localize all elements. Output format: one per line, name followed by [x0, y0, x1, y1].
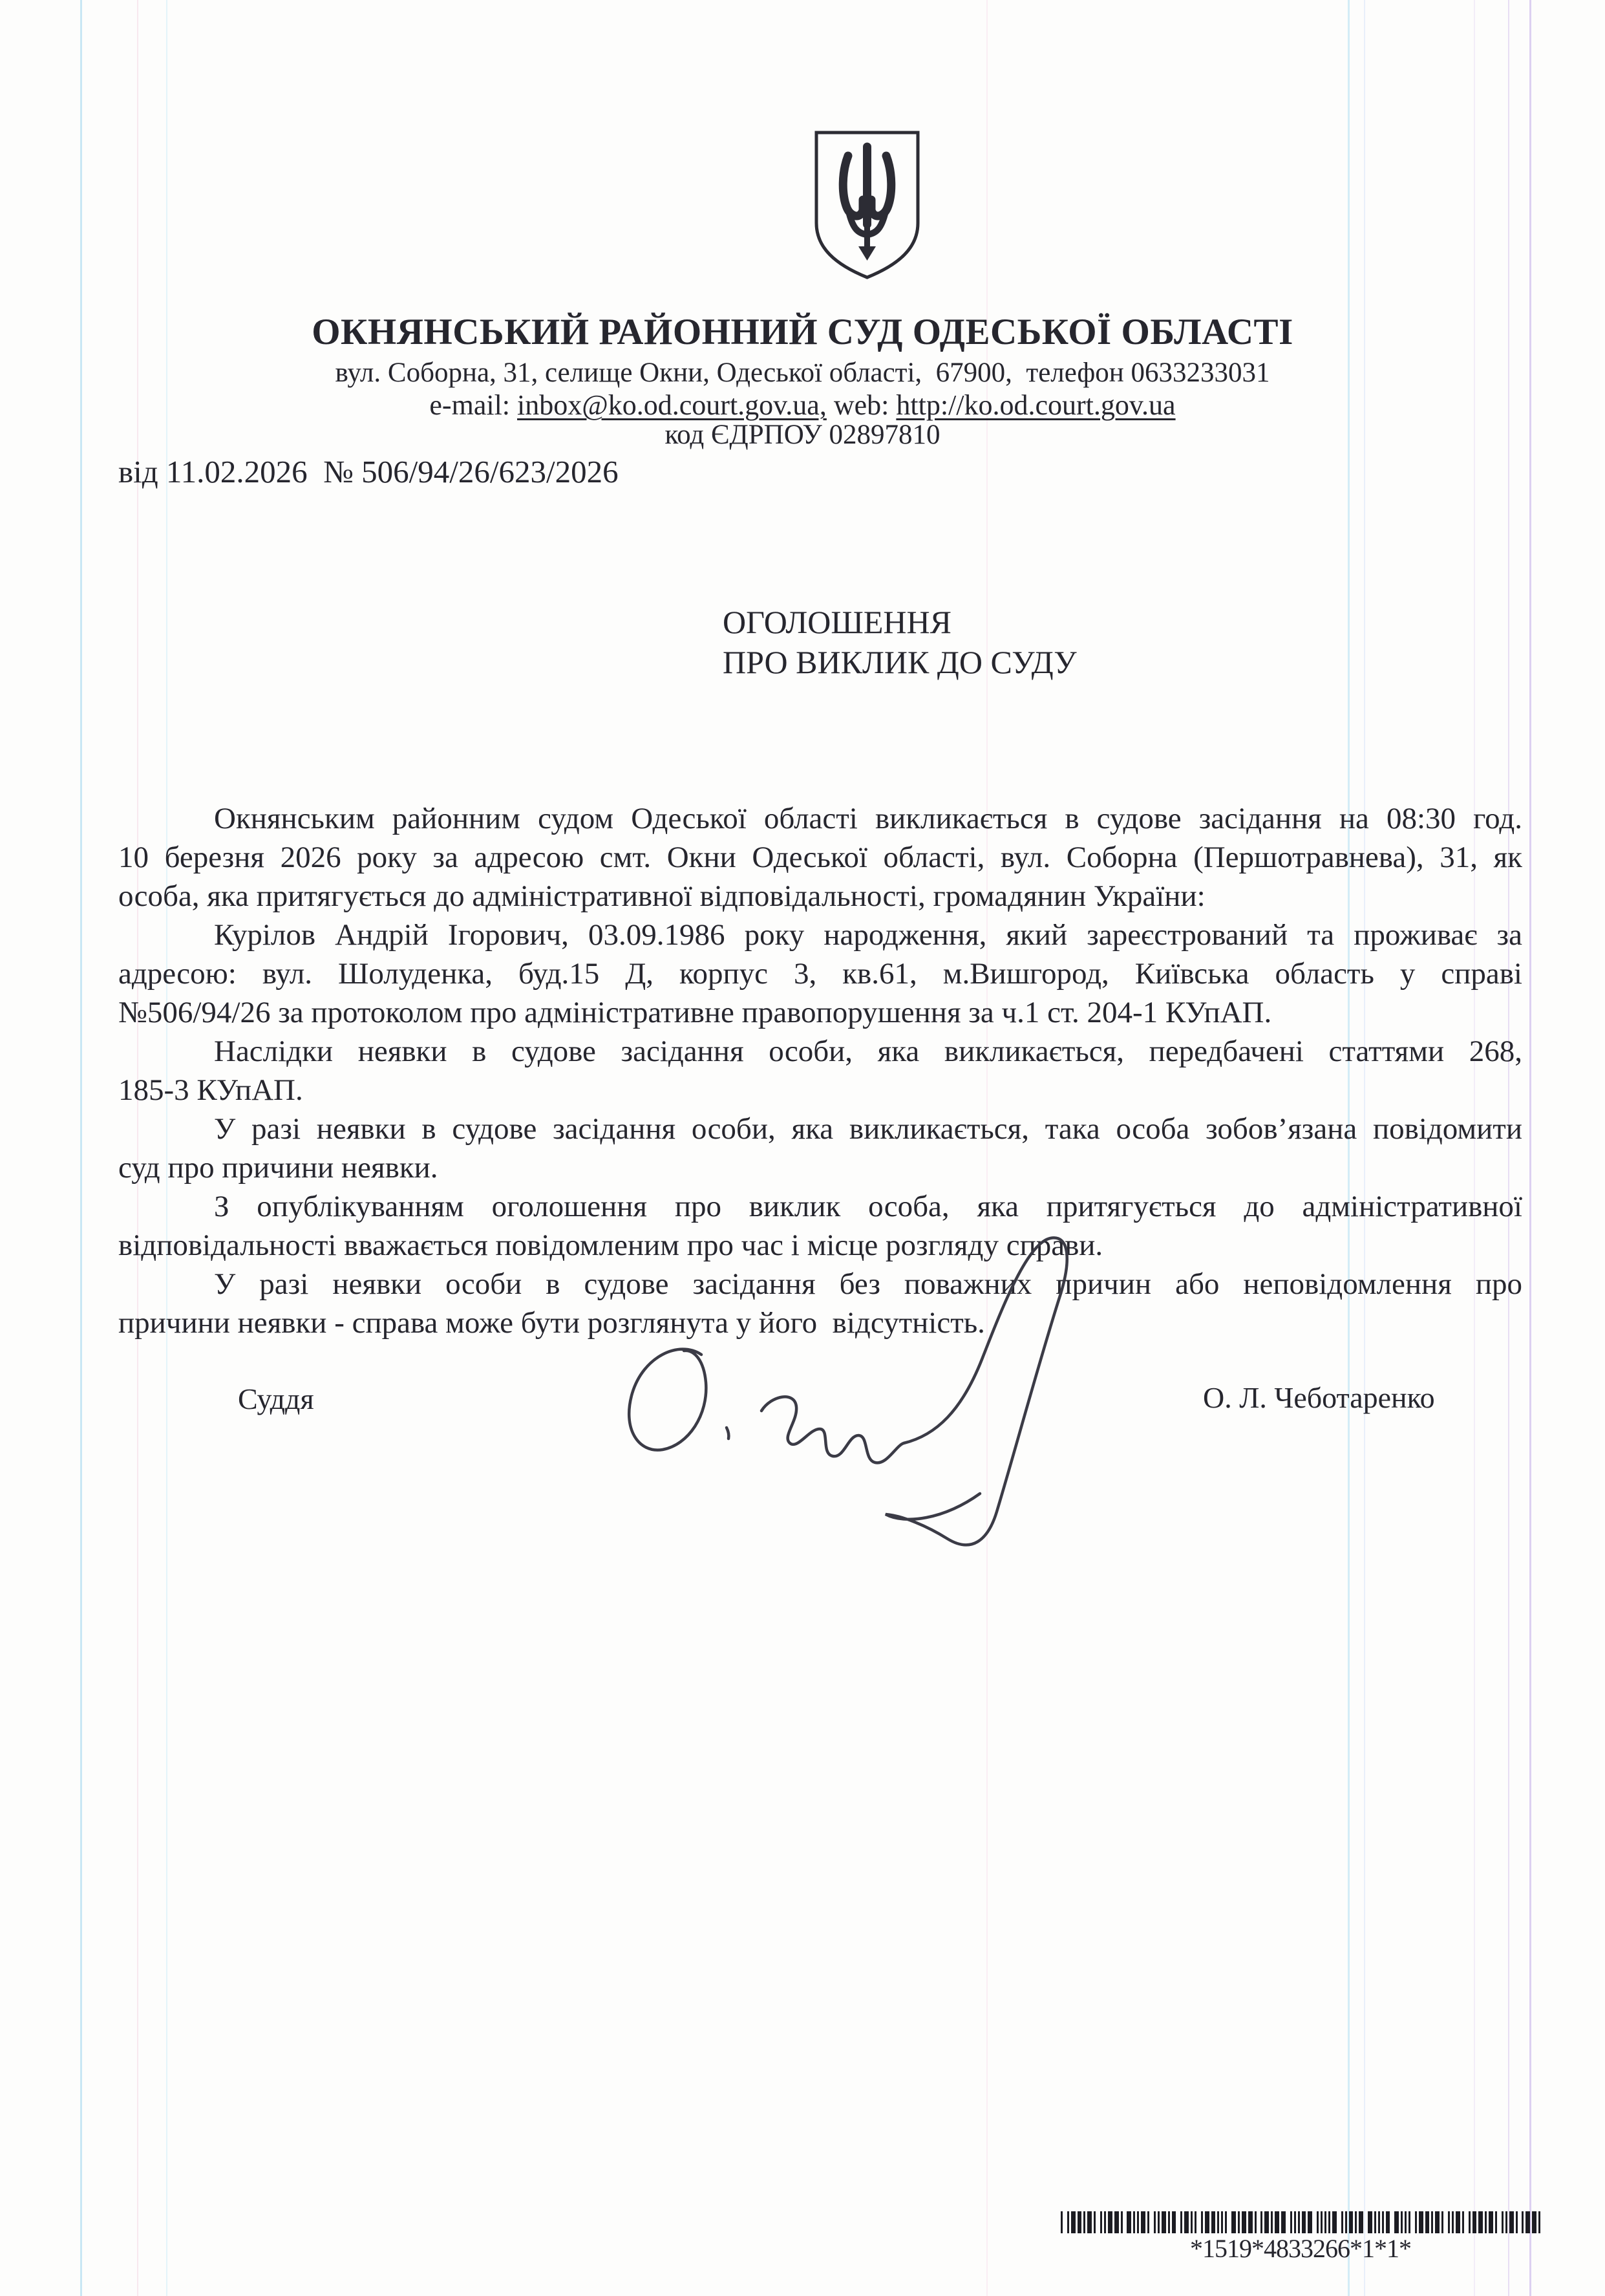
ukraine-trident-emblem-icon	[811, 127, 923, 283]
body-line: 185-3 КУпАП.	[118, 1073, 303, 1107]
barcode-text: *1519*4833266*1*1*	[1190, 2234, 1411, 2263]
barcode-block	[1061, 2211, 1540, 2263]
court-name: ОКНЯНСЬКИЙ РАЙОННИЙ СУД ОДЕСЬКОЇ ОБЛАСТІ	[312, 312, 1293, 352]
court-contacts	[0, 390, 1605, 421]
body-line: особа, яка притягується до адміністративної відповідальності, громадянин України:	[118, 879, 1206, 913]
email-link: inbox@ko.od.court.gov.ua,	[517, 389, 827, 421]
body-line: 10 березня 2026 року за адресою смт. Окни Одеської області, вул. Соборна (Першотравнева), 31, як	[118, 841, 1522, 874]
body-line: Наслідки неявки в судове засідання особи, яка викликається, передбачені статтями 268,	[214, 1035, 1522, 1068]
web-link: http://ko.od.court.gov.ua	[896, 389, 1176, 421]
document-body	[118, 799, 1522, 1342]
body-line: №506/94/26 за протоколом про адміністративне правопорушення за ч.1 ст. 204-1 КУпАП.	[118, 996, 1272, 1029]
body-line: Окнянським районним судом Одеської області викликається в судове засідання на 08:30 год.	[214, 802, 1522, 835]
body-line: суд про причини неявки.	[118, 1151, 438, 1185]
body-line: відповідальності вважається повідомленим про час і місце розгляду справи.	[118, 1228, 1103, 1262]
judge-label: Суддя	[238, 1382, 314, 1415]
body-line: У разі неявки особи в судове засідання без поважних причин або неповідомлення про	[214, 1267, 1522, 1301]
document-title-line2: ПРО ВИКЛИК ДО СУДУ	[723, 644, 1077, 680]
document-title-line1: ОГОЛОШЕННЯ	[723, 604, 951, 640]
court-address: вул. Соборна, 31, селище Окни, Одеської області, 67900, телефон 0633233031	[335, 358, 1270, 388]
body-line: адресою: вул. Шолуденка, буд.15 Д, корпус 3, кв.61, м.Вишгород, Київська область у справі	[118, 957, 1522, 991]
judge-name: О. Л. Чеботаренко	[1203, 1381, 1435, 1414]
document-title	[723, 602, 1077, 682]
web-label: web:	[826, 389, 897, 421]
email-label: e-mail:	[429, 389, 518, 421]
reference-number: від 11.02.2026 № 506/94/26/623/2026	[118, 454, 619, 489]
body-line: Курілов Андрій Ігорович, 03.09.1986 року народження, який зареєстрований та проживає за	[214, 918, 1522, 952]
body-line: причини неявки - справа може бути розглянута у його відсутність.	[118, 1306, 985, 1340]
edrpou-code: код ЄДРПОУ 02897810	[664, 420, 941, 450]
body-line: З опублікуванням оголошення про виклик особа, яка притягується до адміністративної	[214, 1190, 1522, 1223]
body-line: У разі неявки в судове засідання особи, яка викликається, така особа зобов’язана повідомити	[214, 1112, 1522, 1146]
barcode	[1061, 2211, 1540, 2233]
